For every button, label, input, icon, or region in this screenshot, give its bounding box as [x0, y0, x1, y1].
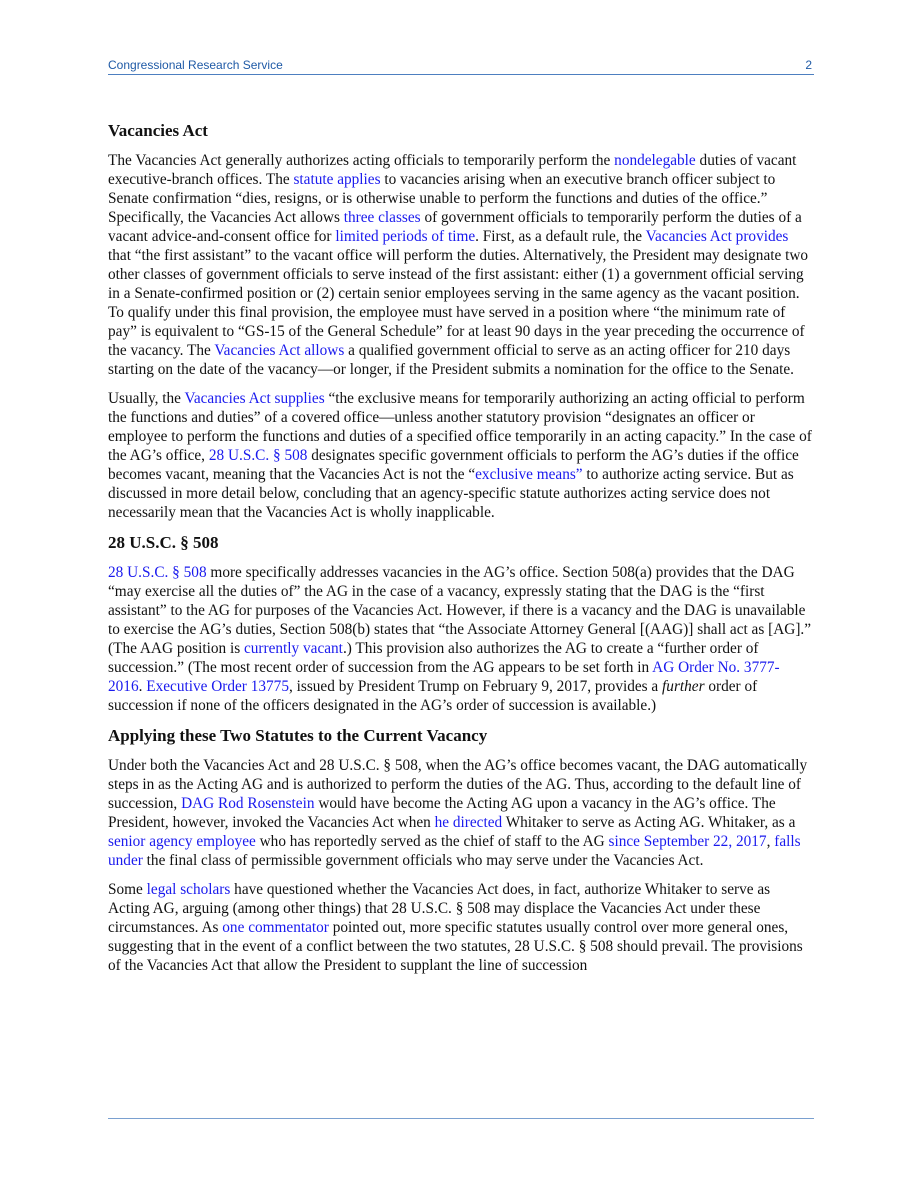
section-heading: Vacancies Act — [108, 121, 208, 140]
text-run: , — [766, 833, 775, 850]
hyperlink[interactable]: currently vacant — [243, 640, 343, 657]
text-run: to vacancies arising when an executive branch officer subject to Senate confirmation “dies, resigns, or is otherwise unable to perform the functions and duties of the office.” Specifically, the Vacancies Act allows — [108, 171, 776, 226]
hyperlink[interactable]: 28 U.S.C. § 508 — [108, 564, 207, 581]
hyperlink[interactable]: senior agency employee — [108, 833, 256, 850]
section-heading: 28 U.S.C. § 508 — [108, 533, 219, 552]
page-number: 2 — [805, 58, 812, 72]
text-run: would have become the Acting AG upon a vacancy in the AG’s office. The President, however, invoked the Vacancies Act when — [108, 795, 776, 831]
text-run: of government officials to temporarily perform the duties of a vacant advice-and-consent office for — [108, 209, 802, 245]
text-run: the final class of permissible government officials who may serve under the Vacancies Act. — [142, 852, 704, 869]
hyperlink[interactable]: Executive Order 13775 — [146, 678, 289, 695]
text-run: have questioned whether the Vacancies Act does, in fact, authorize Whitaker to serve as Acting AG, arguing (among other things) that 28 U.S.C. § 508 may displace the Vacancies Act under these circumstances. As — [108, 881, 771, 936]
text-run: . — [138, 678, 147, 695]
hyperlink[interactable]: he directed — [434, 814, 503, 831]
text-run: Some — [108, 881, 147, 898]
hyperlink[interactable]: AG Order No. 3777-2016 — [108, 659, 780, 695]
hyperlink[interactable]: since September 22, 2017 — [608, 833, 767, 850]
hyperlink[interactable]: Vacancies Act provides — [645, 228, 789, 245]
hyperlink[interactable]: exclusive means” — [475, 466, 583, 483]
emphasis-text: further — [662, 678, 705, 695]
document-body — [108, 120, 814, 985]
section — [108, 532, 814, 715]
paragraph — [108, 880, 814, 975]
text-run: , issued by President Trump on February 9, 2017, provides a — [288, 678, 663, 695]
text-run: who has reportedly served as the chief of staff to the AG — [255, 833, 609, 850]
hyperlink[interactable]: legal scholars — [146, 881, 231, 898]
text-run: more specifically addresses vacancies in the AG’s office. Section 508(a) provides that the DAG “may exercise all the duties of” the AG in the case of a vacancy, expressly stating that the DAG is the “first assistant” to the AG for purposes of the Vacancies Act. However, if there is a vacancy and the DAG is unavailable to exercise the AG’s duties, Section 508(b) states that “the Associate Attorney General [(AAG)] shall act as [AG].” (The AAG position is — [108, 564, 812, 657]
paragraph — [108, 389, 814, 522]
hyperlink[interactable]: three classes — [343, 209, 421, 226]
page-header — [108, 57, 814, 75]
section — [108, 120, 814, 522]
text-run: to authorize acting service. But as discussed in more detail below, concluding that an agency-specific statute authorizes acting service does not necessarily mean that the Vacancies Act is wholly inapplicable. — [108, 466, 794, 521]
text-run: duties of vacant executive-branch offices. The — [108, 152, 797, 188]
text-run: “the exclusive means for temporarily authorizing an acting official to perform the functions and duties” of a covered office—unless another statutory provision “designates an officer or employee to perform the functions and duties of a specified office temporarily in an acting capacity.” In the case of the AG’s office, — [108, 390, 812, 464]
hyperlink[interactable]: DAG Rod Rosenstein — [181, 795, 315, 812]
paragraph — [108, 151, 814, 379]
text-run: The Vacancies Act generally authorizes acting officials to temporarily perform the — [108, 152, 615, 169]
footer-rule — [108, 1118, 814, 1119]
paragraph — [108, 563, 814, 715]
text-run: Under both the Vacancies Act and 28 U.S.C. § 508, when the AG’s office becomes vacant, the DAG automatically steps in as the Acting AG and is authorized to perform the duties of the AG. Thus, according to the default line of succession, — [108, 757, 808, 812]
text-run: a qualified government official to serve as an acting officer for 210 days starting on the date of the vacancy—or longer, if the President submits a nomination for the office to the Senate. — [108, 342, 794, 378]
hyperlink[interactable]: nondelegable — [614, 152, 696, 169]
hyperlink[interactable]: statute applies — [293, 171, 381, 188]
text-run: Usually, the — [108, 390, 185, 407]
hyperlink[interactable]: Vacancies Act allows — [214, 342, 345, 359]
text-run: designates specific government officials to perform the AG’s duties if the office becomes vacant, meaning that the Vacancies Act is not the “ — [108, 447, 799, 483]
text-run: . First, as a default rule, the — [475, 228, 646, 245]
hyperlink[interactable]: one commentator — [222, 919, 329, 936]
section-heading: Applying these Two Statutes to the Current Vacancy — [108, 726, 488, 745]
hyperlink[interactable]: 28 U.S.C. § 508 — [208, 447, 308, 464]
hyperlink[interactable]: Vacancies Act supplies — [184, 390, 325, 407]
text-run: that “the first assistant” to the vacant office will perform the duties. Alternatively, the President may designate two other classes of government officials to serve instead of the first assistant: either (1) a government official serving in a Senate-confirmed position or (2) certain senior employees serving in the same agency as the vacant position. To qualify under this final provision, the employee must have served in a position where “the minimum rate of pay” is equivalent to “GS-15 of the General Schedule” for at least 90 days in the year preceding the occurrence of the vacancy. The — [108, 247, 809, 359]
header-org: Congressional Research Service — [108, 58, 283, 72]
hyperlink[interactable]: falls under — [108, 833, 801, 869]
hyperlink[interactable]: limited periods of time — [335, 228, 476, 245]
text-run: .) This provision also authorizes the AG to create a “further order of succession.” (The most recent order of succession from the AG appears to be set forth in — [108, 640, 759, 676]
paragraph — [108, 756, 814, 870]
text-run: order of succession if none of the officers designated in the AG’s order of succession is available.) — [108, 678, 758, 714]
text-run: pointed out, more specific statutes usually control over more general ones, suggesting that in the event of a conflict between the two statutes, 28 U.S.C. § 508 should prevail. The provisions of the Vacancies Act that allow the President to supplant the line of succession — [108, 919, 803, 974]
text-run: Whitaker to serve as Acting AG. Whitaker, as a — [502, 814, 796, 831]
section — [108, 725, 814, 975]
